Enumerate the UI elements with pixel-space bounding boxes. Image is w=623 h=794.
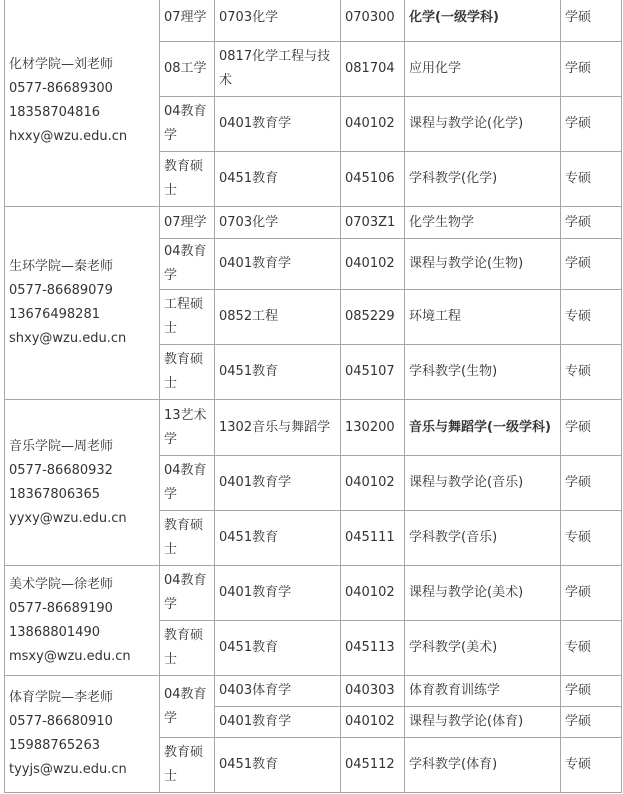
- degree-type-cell: 专硕: [561, 152, 622, 207]
- contact-name: 化材学院—刘老师: [9, 56, 114, 72]
- category-cell: 04教育学: [160, 97, 215, 152]
- major-name-cell: 学科教学(化学): [405, 152, 561, 207]
- major-code-cell: 040102: [341, 707, 405, 738]
- category-cell: 04教育学: [160, 676, 215, 738]
- major-class-cell: 0401教育学: [215, 97, 341, 152]
- contact-cell: [5, 400, 160, 566]
- contact-mobile: 18358704816: [9, 104, 100, 120]
- degree-type-cell: 专硕: [561, 345, 622, 400]
- category-cell: 13艺术学: [160, 400, 215, 456]
- contact-email: tyyjs@wzu.edu.cn: [9, 762, 127, 777]
- major-class-cell: 0703化学: [215, 0, 341, 42]
- major-name-cell: 学科教学(美术): [405, 621, 561, 676]
- major-name-cell: 应用化学: [405, 42, 561, 97]
- major-name-cell: 化学生物学: [405, 207, 561, 239]
- table-row: [5, 676, 622, 707]
- table-row: [5, 0, 622, 42]
- category-cell: 04教育学: [160, 566, 215, 621]
- contact-name: 音乐学院—周老师: [9, 438, 114, 454]
- contact-phone: 0577-86689190: [9, 600, 113, 616]
- table-row: [5, 566, 622, 621]
- contact-cell: [5, 566, 160, 676]
- degree-type-cell: 学硕: [561, 0, 622, 42]
- major-code-cell: 040303: [341, 676, 405, 707]
- major-class-cell: 0403体育学: [215, 676, 341, 707]
- major-class-cell: 0401教育学: [215, 239, 341, 290]
- major-code-cell: 130200: [341, 400, 405, 456]
- major-name-cell: 学科教学(体育): [405, 738, 561, 793]
- degree-type-cell: 专硕: [561, 511, 622, 566]
- major-name-cell: 化学(一级学科): [405, 0, 561, 42]
- contact-name: 体育学院—李老师: [9, 690, 114, 705]
- major-code-cell: 085229: [341, 290, 405, 345]
- degree-type-cell: 学硕: [561, 566, 622, 621]
- major-code-cell: 040102: [341, 239, 405, 290]
- major-code-cell: 070300: [341, 0, 405, 42]
- contact-mobile: 13676498281: [9, 307, 100, 322]
- major-code-cell: 045106: [341, 152, 405, 207]
- table-row: [5, 400, 622, 456]
- category-cell: 07理学: [160, 0, 215, 42]
- major-class-cell: 0451教育: [215, 738, 341, 793]
- major-code-cell: 040102: [341, 566, 405, 621]
- degree-type-cell: 专硕: [561, 738, 622, 793]
- category-cell: 教育硕士: [160, 345, 215, 400]
- major-class-cell: 0401教育学: [215, 456, 341, 511]
- category-cell: 教育硕士: [160, 152, 215, 207]
- contact-email: hxxy@wzu.edu.cn: [9, 128, 128, 144]
- category-cell: 教育硕士: [160, 621, 215, 676]
- degree-type-cell: 专硕: [561, 621, 622, 676]
- program-table: [4, 0, 622, 793]
- major-class-cell: 0401教育学: [215, 566, 341, 621]
- contact-email: msxy@wzu.edu.cn: [9, 648, 131, 664]
- major-code-cell: 045111: [341, 511, 405, 566]
- major-code-cell: 081704: [341, 42, 405, 97]
- major-name-cell: 体育教育训练学: [405, 676, 561, 707]
- category-cell: 04教育学: [160, 456, 215, 511]
- major-name-cell: 环境工程: [405, 290, 561, 345]
- contact-mobile: 18367806365: [9, 486, 100, 502]
- degree-type-cell: 学硕: [561, 456, 622, 511]
- contact-phone: 0577-86680910: [9, 714, 113, 729]
- major-name-cell: 音乐与舞蹈学(一级学科): [405, 400, 561, 456]
- contact-name: 美术学院—徐老师: [9, 576, 114, 592]
- category-cell: 08工学: [160, 42, 215, 97]
- contact-email: shxy@wzu.edu.cn: [9, 331, 127, 346]
- program-table-body: [5, 0, 622, 793]
- table-row: [5, 207, 622, 239]
- major-name-cell: 课程与教学论(体育): [405, 707, 561, 738]
- major-name-cell: 课程与教学论(化学): [405, 97, 561, 152]
- category-cell: 教育硕士: [160, 511, 215, 566]
- major-name-cell: 学科教学(音乐): [405, 511, 561, 566]
- major-class-cell: 0451教育: [215, 511, 341, 566]
- major-name-cell: 学科教学(生物): [405, 345, 561, 400]
- major-class-cell: 1302音乐与舞蹈学: [215, 400, 341, 456]
- major-code-cell: 0703Z1: [341, 207, 405, 239]
- degree-type-cell: 学硕: [561, 400, 622, 456]
- contact-cell: [5, 0, 160, 207]
- degree-type-cell: 学硕: [561, 239, 622, 290]
- major-class-cell: 0451教育: [215, 152, 341, 207]
- category-cell: 07理学: [160, 207, 215, 239]
- contact-cell: [5, 676, 160, 793]
- major-code-cell: 045112: [341, 738, 405, 793]
- category-cell: 04教育学: [160, 239, 215, 290]
- major-class-cell: 0703化学: [215, 207, 341, 239]
- major-name-cell: 课程与教学论(美术): [405, 566, 561, 621]
- category-cell: 教育硕士: [160, 738, 215, 793]
- degree-type-cell: 专硕: [561, 290, 622, 345]
- major-code-cell: 045113: [341, 621, 405, 676]
- major-class-cell: 0852工程: [215, 290, 341, 345]
- major-name-cell: 课程与教学论(音乐): [405, 456, 561, 511]
- degree-type-cell: 学硕: [561, 42, 622, 97]
- degree-type-cell: 学硕: [561, 97, 622, 152]
- major-class-cell: 0451教育: [215, 345, 341, 400]
- degree-type-cell: 学硕: [561, 207, 622, 239]
- contact-phone: 0577-86689079: [9, 283, 113, 298]
- contact-cell: [5, 207, 160, 400]
- contact-mobile: 13868801490: [9, 624, 100, 640]
- contact-email: yyxy@wzu.edu.cn: [9, 510, 127, 526]
- contact-phone: 0577-86689300: [9, 80, 113, 96]
- degree-type-cell: 学硕: [561, 676, 622, 707]
- contact-phone: 0577-86680932: [9, 462, 113, 478]
- degree-type-cell: 学硕: [561, 707, 622, 738]
- major-code-cell: 045107: [341, 345, 405, 400]
- major-class-cell: 0401教育学: [215, 707, 341, 738]
- major-code-cell: 040102: [341, 456, 405, 511]
- major-class-cell: 0817化学工程与技术: [215, 42, 341, 97]
- major-class-cell: 0451教育: [215, 621, 341, 676]
- major-name-cell: 课程与教学论(生物): [405, 239, 561, 290]
- contact-mobile: 15988765263: [9, 738, 100, 753]
- contact-name: 生环学院—秦老师: [9, 259, 114, 274]
- category-cell: 工程硕士: [160, 290, 215, 345]
- major-code-cell: 040102: [341, 97, 405, 152]
